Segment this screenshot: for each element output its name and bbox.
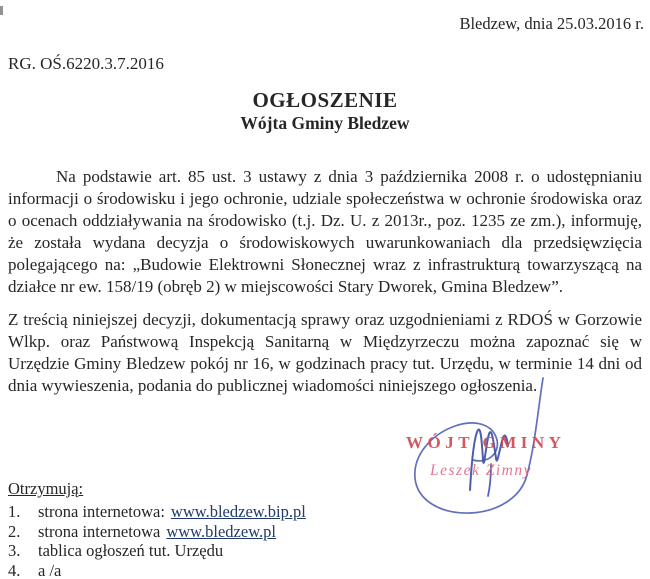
case-reference-number: RG. OŚ.6220.3.7.2016 — [8, 54, 164, 73]
list-item-text: a /a — [38, 560, 62, 579]
signature-and-stamp-area — [375, 360, 575, 530]
link-bledzew-bip[interactable]: www.bledzew.bip.pl — [170, 502, 306, 521]
distribution-heading: Otrzymują: — [8, 479, 84, 498]
list-item-text: strona internetowa: — [38, 502, 165, 521]
list-item-number: 2. — [8, 521, 21, 541]
document-subtitle: Wójta Gminy Bledzew — [240, 113, 410, 133]
list-item-number: 1. — [8, 502, 21, 521]
list-item — [8, 522, 306, 542]
list-item — [8, 561, 306, 579]
document-title: OGŁOSZENIE — [252, 88, 398, 112]
paragraph-inspection-info: Z treścią niniejszej decyzji, dokumentacją sprawy oraz uzgodnieniami z RDOŚ w Gorzowie Wlkp. oraz Państwową Inspekcją Sanitarną w Międzyrzeczu można zapoznać się w Urzędzie Gminy Bledzew pokój nr 16, w godzinach pracy tut. Urzędu, w terminie 14 dni od dnia wywieszenia, podania do publicznej wiadomości niniejszego ogłoszenia. — [8, 310, 642, 395]
list-item-number: 4. — [8, 560, 21, 579]
list-item-text: tablica ogłoszeń tut. Urzędu — [38, 541, 224, 560]
list-item-number: 3. — [8, 541, 21, 560]
list-item-text: strona internetowa — [38, 521, 161, 541]
date-line: Bledzew, dnia 25.03.2016 r. — [459, 14, 644, 33]
stamp-office-title: WÓJT GMINY — [406, 433, 566, 452]
link-bledzew-pl[interactable]: www.bledzew.pl — [166, 521, 277, 541]
scan-artifact-speck — [0, 6, 3, 15]
list-item — [8, 541, 306, 561]
distribution-items — [8, 502, 306, 579]
list-item — [8, 502, 306, 522]
paragraph-legal-basis: Na podstawie art. 85 ust. 3 ustawy z dnia 3 października 2008 r. o udostępnianiu informacji o środowisku i jego ochronie, udziale społeczeństwa w ochronie środowiska oraz o ocenach oddziaływania na środowisko (t.j. Dz. U. z 2013r., poz. 1235 ze zm.), informuję, że została wydana decyzja o środowiskowych uwarunkowaniach dla przedsięwzięcia polegającego na: „Budowie Elektrowni Słonecznej wraz z infrastrukturą towarzyszącą na działce nr ew. 158/19 (obręb 2) w miejscowości Stary Dworek, Gmina Bledzew”. — [8, 167, 642, 296]
stamp-mayor-name: Leszek Zimny — [430, 462, 532, 479]
distribution-list — [8, 479, 306, 579]
